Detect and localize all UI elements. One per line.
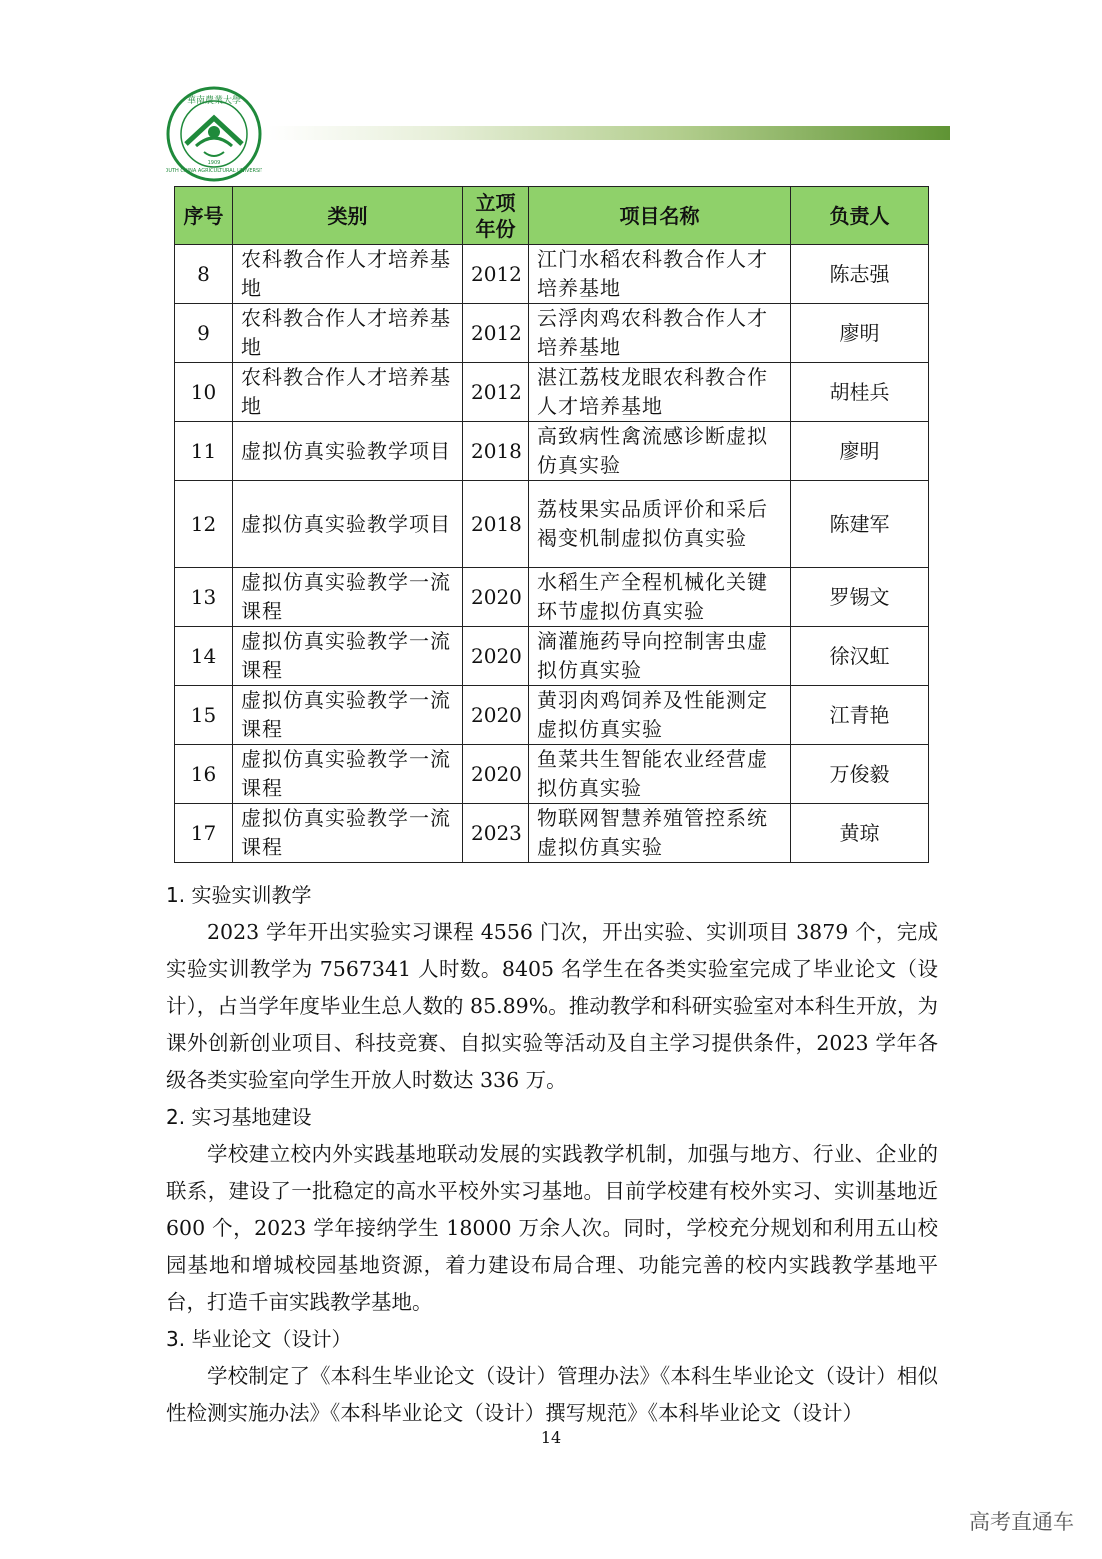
section-paragraph-1: 2023 学年开出实验实习课程 4556 门次，开出实验、实训项目 3879 个，完成实验实训教学为 7567341 人时数。8405 名学生在各类实验室完成了毕业论文（设计），占当学年度毕业生总人数的 85.89%。推动教学和科研实验室对本科生开放，为课外创新创业项目、科技竞赛、自拟实验等活动及自主学习提供条件，2023 学年各级各类实验室向学生开放人时数达 336 万。 <box>166 920 938 1092</box>
cell-person: 徐汉虹 <box>791 627 929 686</box>
table-row <box>175 745 929 804</box>
table-header-row <box>175 187 929 245</box>
cell-no: 9 <box>175 304 233 363</box>
header-year: 立项年份 <box>463 187 529 245</box>
cell-category: 虚拟仿真实验教学一流课程 <box>233 568 463 627</box>
cell-category: 虚拟仿真实验教学一流课程 <box>233 686 463 745</box>
cell-year: 2020 <box>463 568 529 627</box>
section-heading-1: 1. 实验实训教学 <box>166 883 312 907</box>
cell-project-name: 湛江荔枝龙眼农科教合作人才培养基地 <box>529 363 791 422</box>
cell-person: 江青艳 <box>791 686 929 745</box>
table-row <box>175 627 929 686</box>
seal-text-top: 華南農業大學 <box>186 96 242 106</box>
table-row <box>175 363 929 422</box>
cell-year: 2018 <box>463 481 529 568</box>
cell-project-name: 物联网智慧养殖管控系统虚拟仿真实验 <box>529 804 791 863</box>
seal-text-bottom: SOUTH CHINA AGRICULTURAL UNIVERSITY <box>166 168 262 174</box>
cell-person: 陈志强 <box>791 245 929 304</box>
cell-no: 12 <box>175 481 233 568</box>
watermark: 高考直通车 <box>969 1510 1074 1534</box>
cell-person: 罗锡文 <box>791 568 929 627</box>
table-row <box>175 686 929 745</box>
cell-project-name: 江门水稻农科教合作人才培养基地 <box>529 245 791 304</box>
cell-category: 虚拟仿真实验教学项目 <box>233 422 463 481</box>
cell-category: 虚拟仿真实验教学项目 <box>233 481 463 568</box>
cell-person: 胡桂兵 <box>791 363 929 422</box>
header-project-name: 项目名称 <box>529 187 791 245</box>
cell-category: 虚拟仿真实验教学一流课程 <box>233 804 463 863</box>
cell-category: 虚拟仿真实验教学一流课程 <box>233 627 463 686</box>
cell-year: 2012 <box>463 363 529 422</box>
cell-person: 万俊毅 <box>791 745 929 804</box>
cell-category: 农科教合作人才培养基地 <box>233 304 463 363</box>
cell-person: 陈建军 <box>791 481 929 568</box>
table-row <box>175 422 929 481</box>
cell-no: 15 <box>175 686 233 745</box>
cell-year: 2020 <box>463 686 529 745</box>
cell-project-name: 高致病性禽流感诊断虚拟仿真实验 <box>529 422 791 481</box>
cell-category: 农科教合作人才培养基地 <box>233 245 463 304</box>
section-heading-3: 3. 毕业论文（设计） <box>166 1327 352 1351</box>
body-text <box>166 877 938 1432</box>
cell-person: 黄琼 <box>791 804 929 863</box>
cell-no: 14 <box>175 627 233 686</box>
cell-year: 2023 <box>463 804 529 863</box>
cell-year: 2020 <box>463 627 529 686</box>
cell-person: 廖明 <box>791 422 929 481</box>
cell-year: 2012 <box>463 245 529 304</box>
cell-project-name: 滴灌施药导向控制害虫虚拟仿真实验 <box>529 627 791 686</box>
page-number: 14 <box>540 1428 562 1447</box>
cell-category: 农科教合作人才培养基地 <box>233 363 463 422</box>
section-paragraph-3: 学校制定了《本科生毕业论文（设计）管理办法》《本科生毕业论文（设计）相似性检测实施办法》《本科毕业论文（设计）撰写规范》《本科毕业论文（设计） <box>166 1364 938 1425</box>
table-row <box>175 245 929 304</box>
cell-no: 10 <box>175 363 233 422</box>
cell-no: 11 <box>175 422 233 481</box>
project-table <box>174 186 929 863</box>
cell-category: 虚拟仿真实验教学一流课程 <box>233 745 463 804</box>
table-row <box>175 568 929 627</box>
cell-year: 2012 <box>463 304 529 363</box>
table-row <box>175 481 929 568</box>
cell-no: 16 <box>175 745 233 804</box>
header-gradient-bar <box>268 126 950 140</box>
header-category: 类别 <box>233 187 463 245</box>
university-seal-icon <box>166 86 262 182</box>
cell-year: 2020 <box>463 745 529 804</box>
cell-year: 2018 <box>463 422 529 481</box>
cell-project-name: 荔枝果实品质评价和采后褐变机制虚拟仿真实验 <box>529 481 791 568</box>
section-heading-2: 2. 实习基地建设 <box>166 1105 312 1129</box>
seal-year: 1909 <box>207 160 221 166</box>
cell-project-name: 鱼菜共生智能农业经营虚拟仿真实验 <box>529 745 791 804</box>
cell-no: 8 <box>175 245 233 304</box>
cell-no: 13 <box>175 568 233 627</box>
cell-no: 17 <box>175 804 233 863</box>
table-row <box>175 804 929 863</box>
cell-person: 廖明 <box>791 304 929 363</box>
cell-project-name: 黄羽肉鸡饲养及性能测定虚拟仿真实验 <box>529 686 791 745</box>
cell-project-name: 云浮肉鸡农科教合作人才培养基地 <box>529 304 791 363</box>
header-person: 负责人 <box>791 187 929 245</box>
table-row <box>175 304 929 363</box>
section-paragraph-2: 学校建立校内外实践基地联动发展的实践教学机制，加强与地方、行业、企业的联系，建设了一批稳定的高水平校外实习基地。目前学校建有校外实习、实训基地近 600 个，2023 学年接纳学生 18000 万余人次。同时，学校充分规划和利用五山校园基地和增城校园基地资源，着力建设布局合理、功能完善的校内实践教学基地平台，打造千亩实践教学基地。 <box>166 1142 938 1314</box>
header-no: 序号 <box>175 187 233 245</box>
cell-project-name: 水稻生产全程机械化关键环节虚拟仿真实验 <box>529 568 791 627</box>
